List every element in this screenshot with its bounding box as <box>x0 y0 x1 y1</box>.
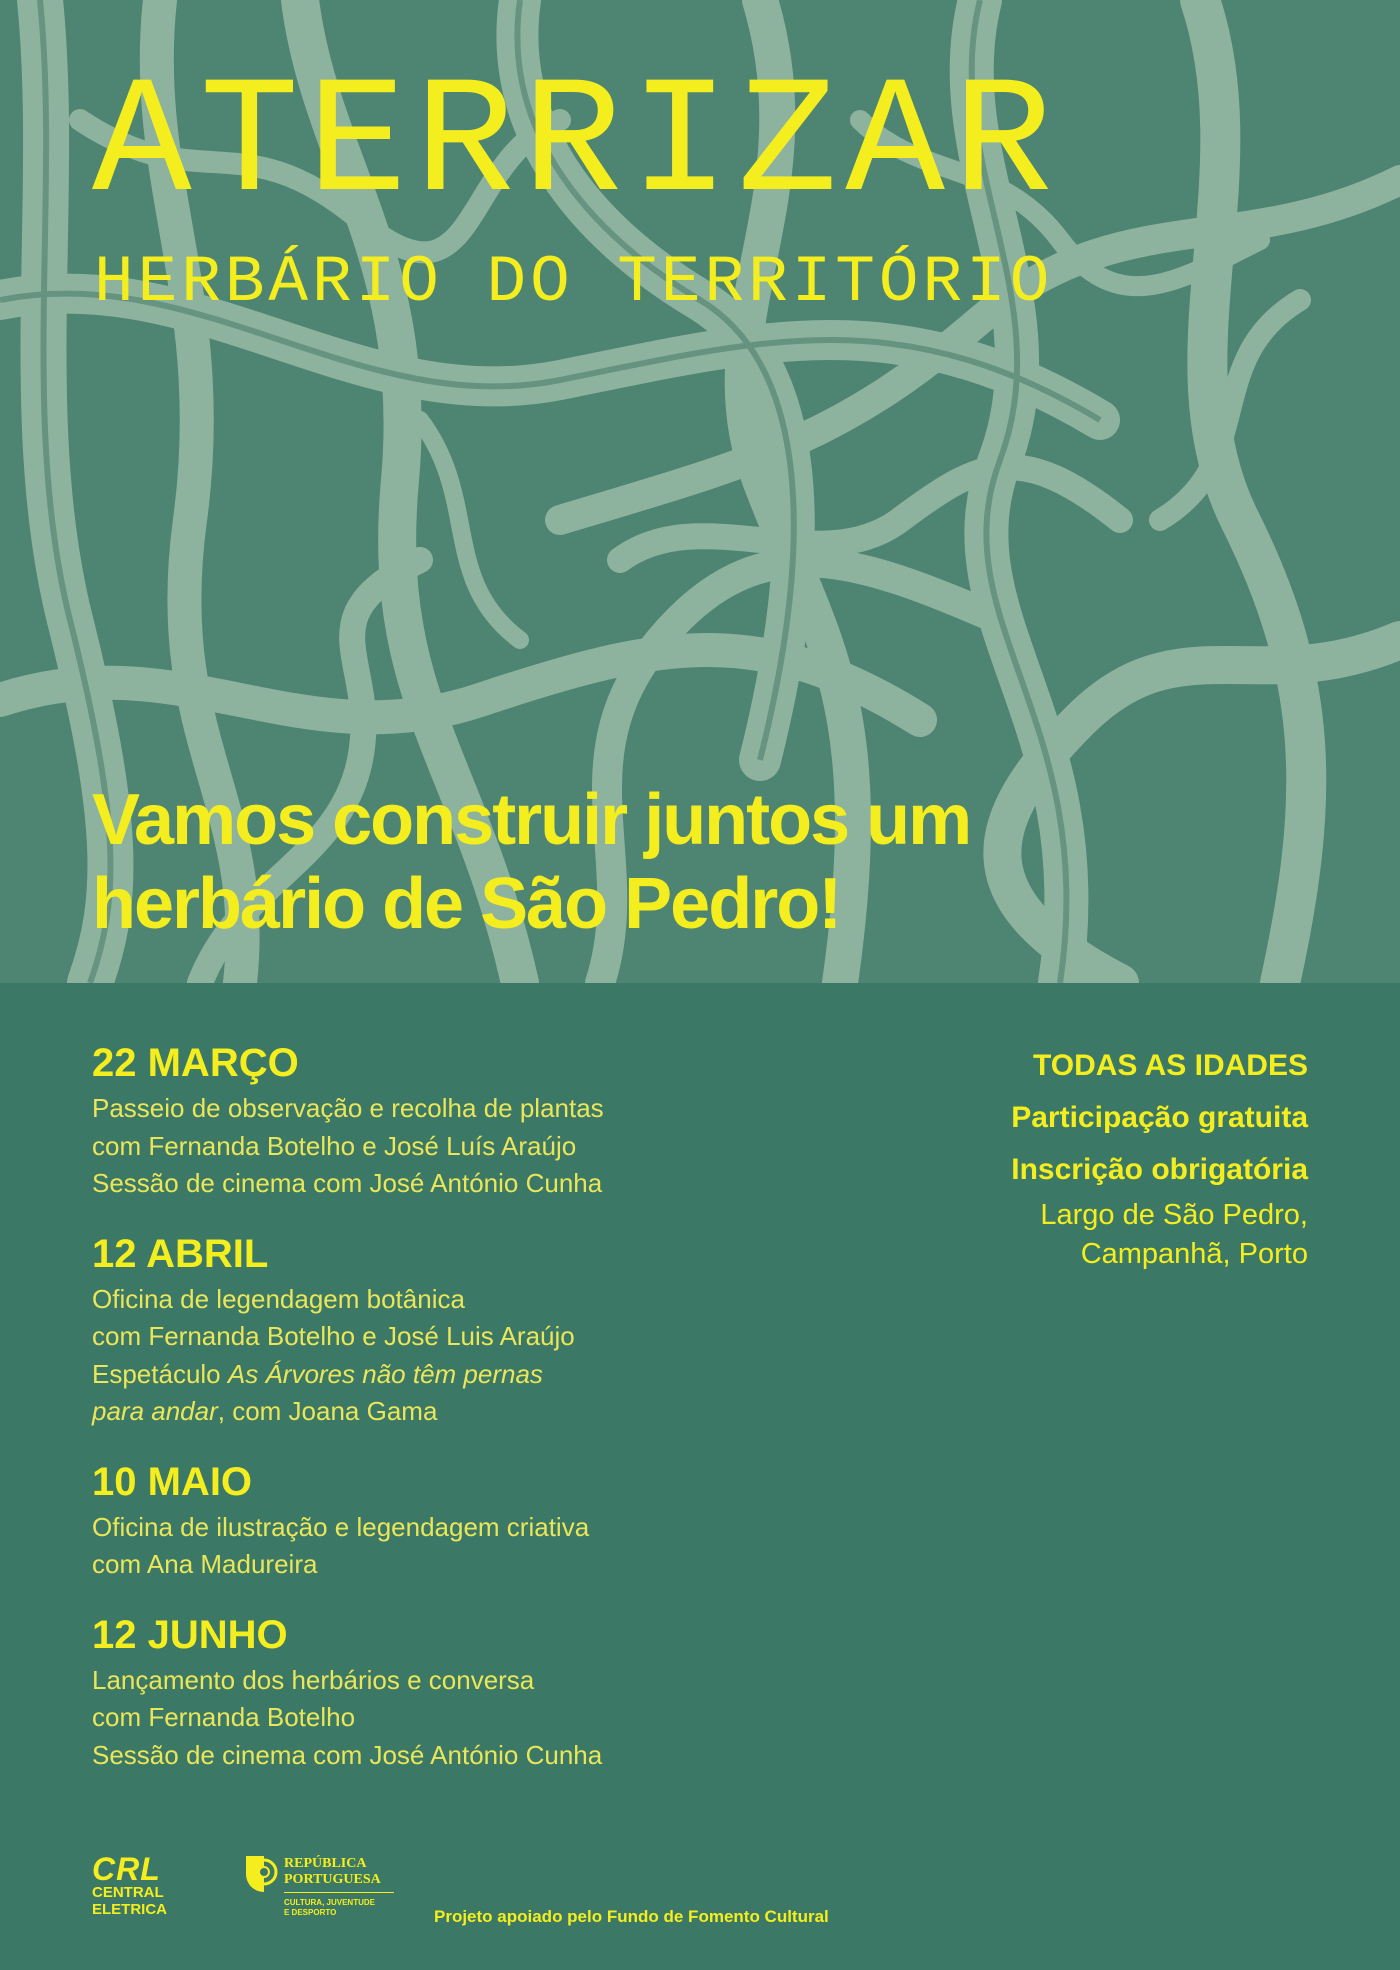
poster-title: ATERRIZAR <box>92 51 1061 239</box>
event-description: com Fernanda Botelho e José Luís Araújo <box>92 1130 577 1161</box>
event-description: com Fernanda Botelho <box>92 1702 356 1732</box>
age-info: TODAS AS IDADES <box>1032 1049 1308 1082</box>
crl-mark: CRL <box>92 1851 161 1887</box>
rp-name-line: REPÚBLICA <box>284 1856 367 1871</box>
event-item <box>92 1040 812 1203</box>
event-item <box>92 1459 812 1584</box>
rp-ministry <box>284 1898 375 1918</box>
hero-section <box>0 0 1400 983</box>
event-description: com Fernanda Botelho e José Luis Araújo <box>92 1321 575 1351</box>
event-date: 22 MARÇO <box>92 1041 299 1085</box>
coat-of-arms-icon <box>242 1852 278 1896</box>
rp-ministry-line: E DESPORTO <box>284 1908 337 1917</box>
divider <box>284 1892 394 1893</box>
rp-name <box>284 1856 381 1888</box>
event-description: Passeio de observação e recolha de plantas <box>92 1093 604 1123</box>
show-title: para andar <box>92 1396 218 1426</box>
poster-subtitle: HERBÁRIO DO TERRITÓRIO <box>94 245 1054 320</box>
event-item <box>92 1231 812 1431</box>
location-line: Campanhã, Porto <box>1080 1238 1308 1270</box>
crl-name: CENTRAL <box>92 1884 164 1901</box>
crl-name: ELETRICA <box>92 1901 167 1918</box>
event-date: 12 JUNHO <box>92 1612 288 1657</box>
rp-ministry-line: CULTURA, JUVENTUDE <box>284 1898 375 1907</box>
funding-credit: Projeto apoiado pelo Fundo de Fomento Cultural <box>434 1907 829 1926</box>
rp-name-line: PORTUGUESA <box>284 1872 381 1887</box>
price-info: Participação gratuita <box>1011 1101 1308 1134</box>
tagline <box>92 778 970 946</box>
republica-portuguesa-logo <box>242 1852 381 1917</box>
event-description: Sessão de cinema com José António Cunha <box>92 1739 603 1770</box>
event-description: Oficina de ilustração e legendagem criativa <box>92 1511 590 1542</box>
event-date: 10 MAIO <box>92 1459 253 1504</box>
footer <box>92 1850 1308 1940</box>
registration-info: Inscrição obrigatória <box>1011 1153 1308 1186</box>
show-title: As Árvores não têm pernas <box>227 1358 543 1389</box>
event-description: Oficina de legendagem botânica <box>92 1283 465 1314</box>
tagline-line: Vamos construir juntos um <box>92 780 971 860</box>
event-description <box>92 1393 812 1431</box>
event-description: com Ana Madureira <box>92 1549 318 1579</box>
event-description <box>92 1356 812 1394</box>
show-prefix: Espetáculo <box>92 1358 228 1389</box>
tagline-line: herbário de São Pedro! <box>92 864 841 944</box>
event-info <box>888 1040 1308 1274</box>
event-schedule <box>92 1040 812 1802</box>
event-item <box>92 1612 812 1775</box>
event-description: Lançamento dos herbários e conversa <box>92 1664 535 1695</box>
location-line: Largo de São Pedro, <box>1040 1199 1308 1231</box>
event-description: Sessão de cinema com José António Cunha <box>92 1168 603 1198</box>
event-date: 12 ABRIL <box>92 1231 269 1276</box>
crl-central-eletrica-logo <box>92 1851 167 1918</box>
show-suffix: , com Joana Gama <box>217 1396 438 1426</box>
